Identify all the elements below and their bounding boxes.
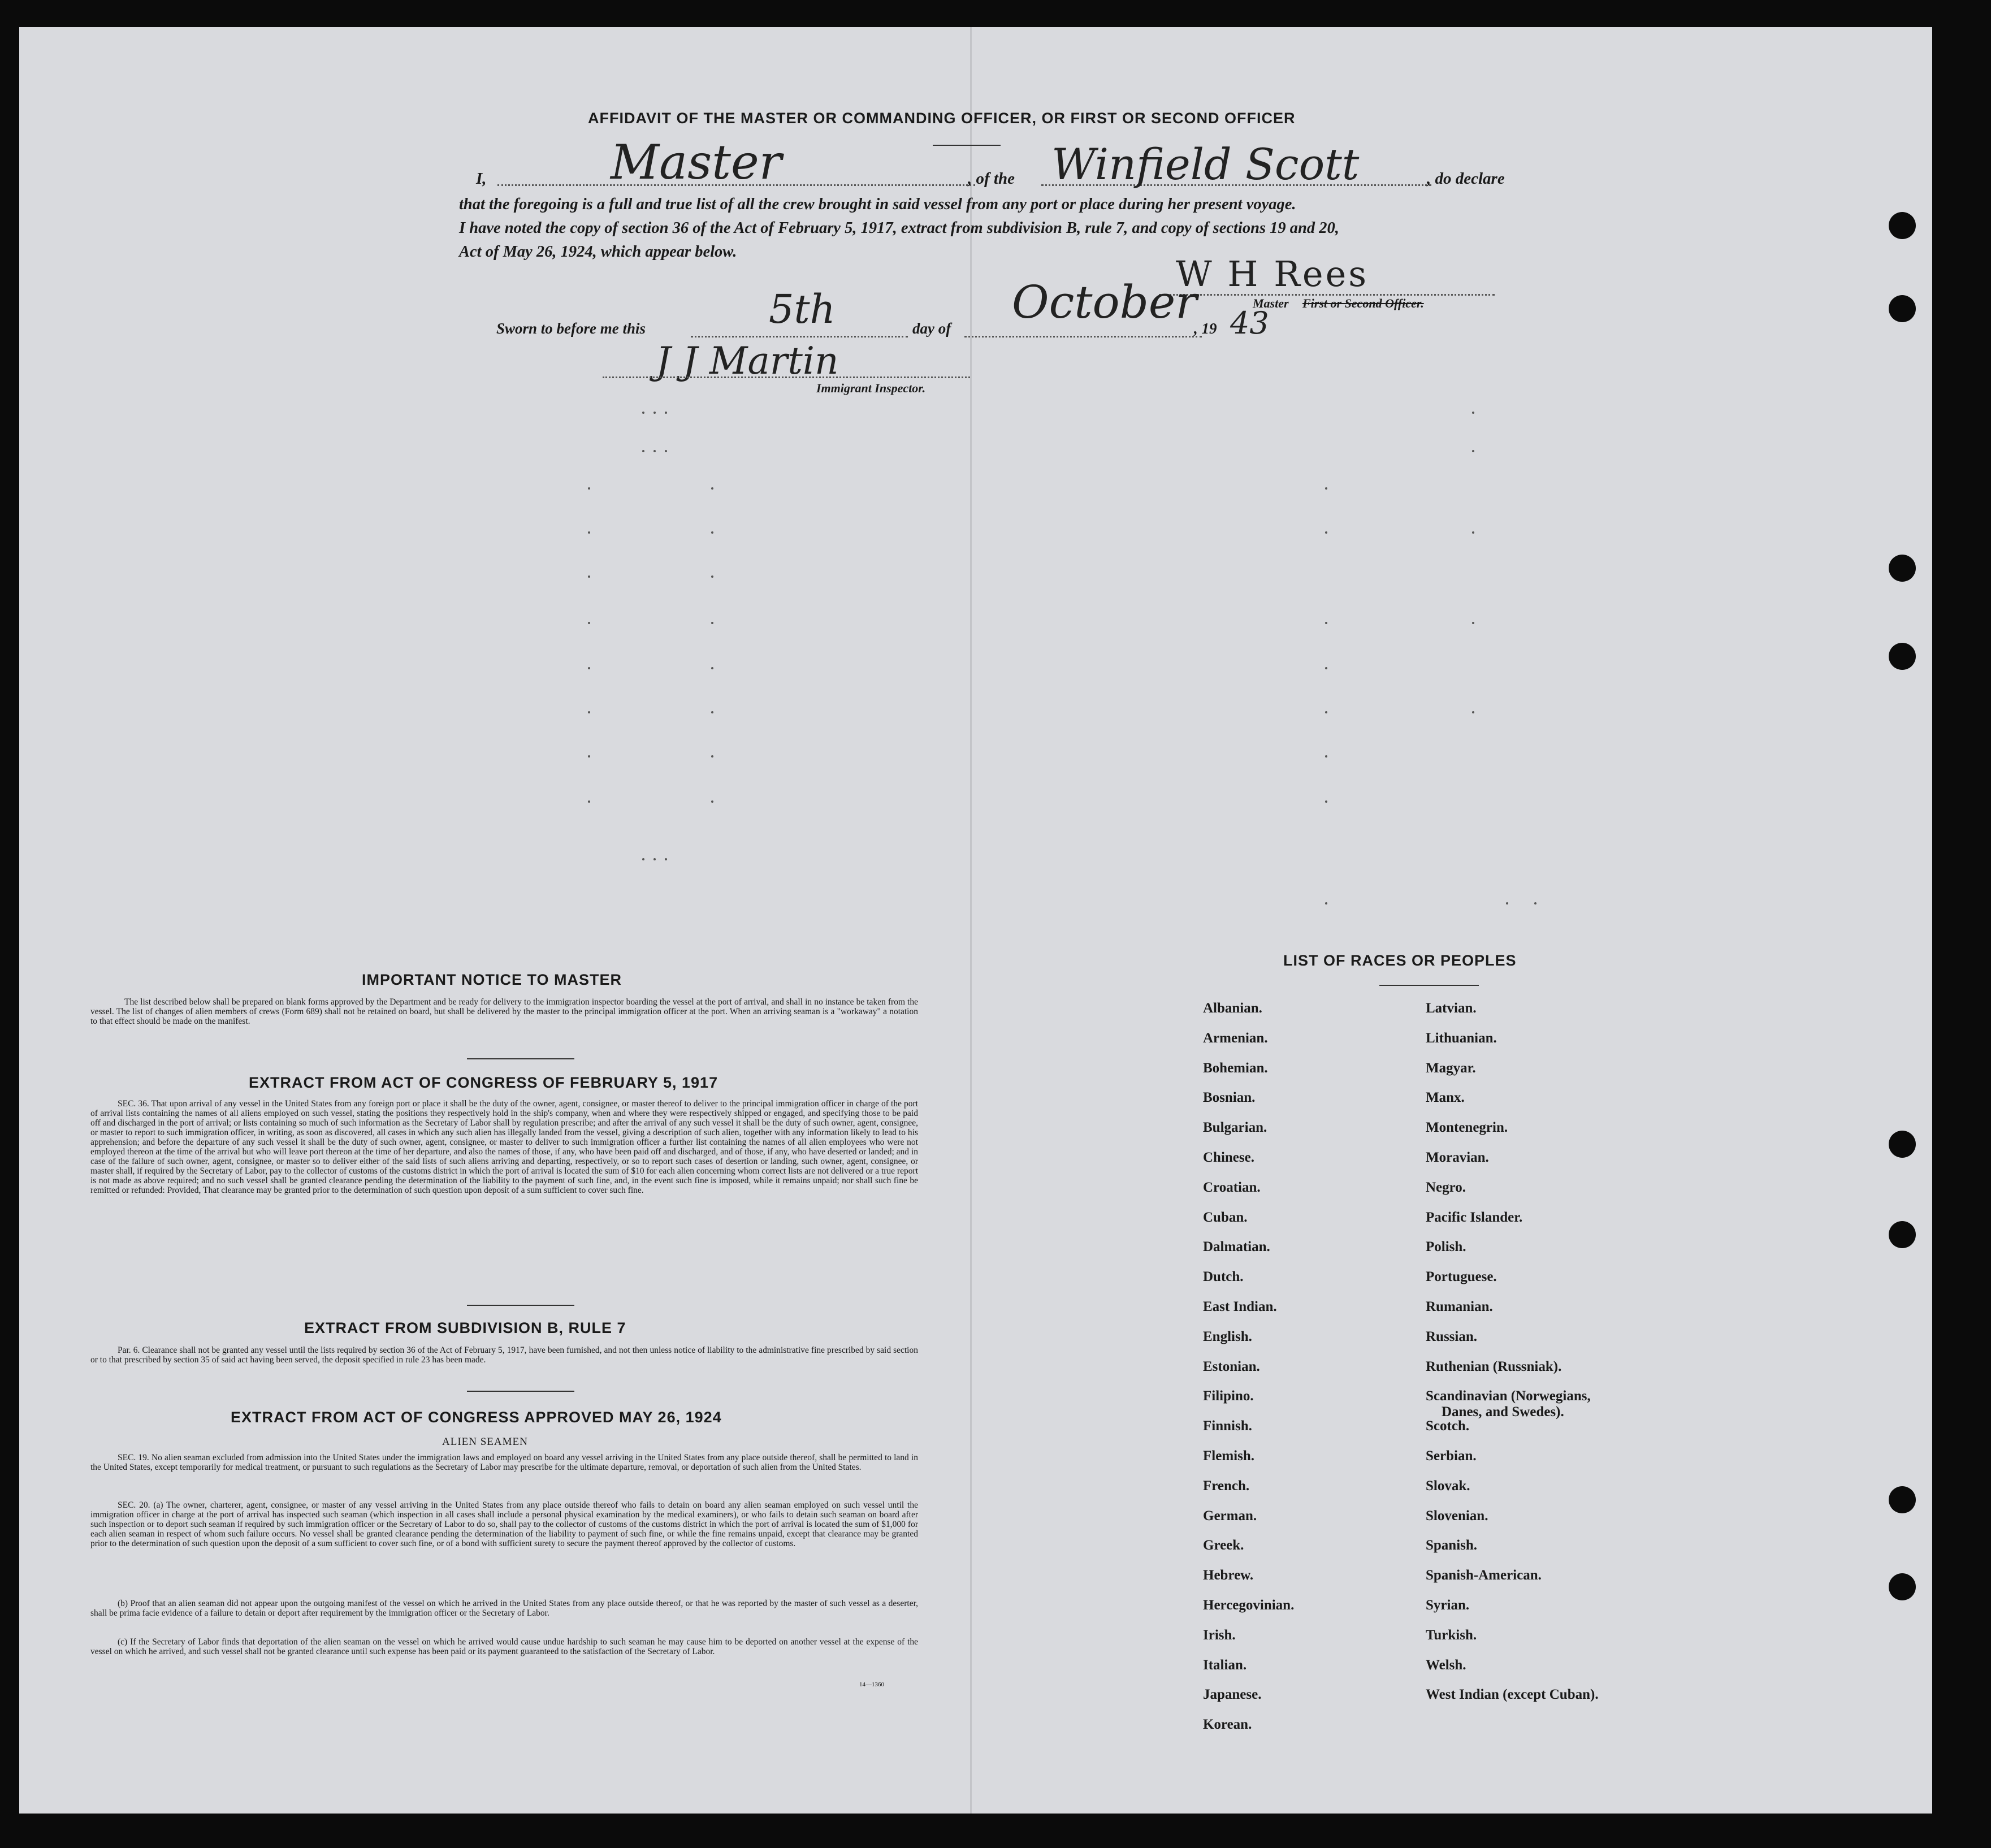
of-the-label: , of the: [968, 170, 1015, 188]
affidavit-line3: I have noted the copy of section 36 of the Act of February 5, 1917, extract from subdivision B, rule 7, and copy of sections 19 and 20,: [459, 219, 1339, 237]
divider: [467, 1391, 574, 1392]
inspector-signature: J J Martin: [656, 339, 839, 383]
race-item: Scotch.: [1426, 1418, 1470, 1434]
race-item: Italian.: [1203, 1657, 1247, 1673]
vessel-handwritten: Winfield Scott: [1051, 139, 1360, 189]
race-item: Irish.: [1203, 1627, 1236, 1643]
binder-hole: [1889, 1573, 1916, 1600]
race-item: Ruthenian (Russniak).: [1426, 1358, 1562, 1374]
race-item: Turkish.: [1426, 1627, 1477, 1643]
binder-hole: [1889, 643, 1916, 670]
sec20c: (c) If the Secretary of Labor finds that deportation of the alien seaman on the vessel on which he arrived would cause undue hardship to such seaman he may cause him to be deported on another vessel at the expense of the vessel on which he arrived, and such vessel shall not be granted clearance until such expense has been paid or its payment guaranteed to the satisfaction of the Secretary of Labor.: [90, 1637, 918, 1656]
race-item: Rumanian.: [1426, 1299, 1493, 1314]
race-item: Bohemian.: [1203, 1060, 1268, 1076]
binder-hole: [1889, 555, 1916, 582]
race-item: Negro.: [1426, 1179, 1466, 1195]
race-item: German.: [1203, 1508, 1257, 1524]
race-item: Pacific Islander.: [1426, 1209, 1523, 1225]
month-handwritten: October: [1012, 276, 1197, 328]
binder-hole: [1889, 1221, 1916, 1248]
race-item: Chinese.: [1203, 1150, 1254, 1165]
race-item: East Indian.: [1203, 1299, 1277, 1314]
divider: [1379, 985, 1479, 986]
race-item: Hebrew.: [1203, 1568, 1254, 1583]
race-item: Finnish.: [1203, 1418, 1252, 1434]
race-item: Albanian.: [1203, 1001, 1262, 1016]
year-handwritten: 43: [1230, 305, 1269, 341]
race-item: English.: [1203, 1328, 1252, 1344]
binder-hole: [1889, 1486, 1916, 1513]
race-item: French.: [1203, 1478, 1250, 1494]
notice-body: The list described below shall be prepared on blank forms approved by the Department and be ready for delivery to the immigration inspector boarding the vessel at the port of arrival, and shall in no instance be taken from the vessel. The list of changes of alien members of crews (Form 689) shall not be retained on board, but shall be delivered by the master to the principal immigration officer at the port. When an arriving seaman is a "workaway" a notation to that effect should be made on the manifest.: [90, 997, 918, 1026]
race-item: Lithuanian.: [1426, 1030, 1497, 1046]
race-item: Filipino.: [1203, 1388, 1254, 1404]
form-number: 14—1360: [859, 1681, 884, 1688]
races-title: LIST OF RACES OR PEOPLES: [1283, 952, 1517, 969]
race-item: Bosnian.: [1203, 1090, 1256, 1106]
signature-line: [1159, 294, 1495, 296]
race-item: Welsh.: [1426, 1657, 1466, 1673]
master-handwritten: Master: [611, 135, 782, 190]
race-item: Serbian.: [1426, 1448, 1477, 1464]
race-item: Cuban.: [1203, 1209, 1248, 1225]
inspector-line: [603, 376, 970, 378]
title-rule: [933, 145, 1001, 146]
sworn-label: Sworn to before me this: [496, 320, 646, 337]
extract-rule7-title: EXTRACT FROM SUBDIVISION B, RULE 7: [304, 1319, 626, 1336]
month-line: [964, 336, 1202, 337]
binder-hole: [1889, 212, 1916, 239]
race-item: Dutch.: [1203, 1269, 1244, 1285]
race-item: Moravian.: [1426, 1150, 1489, 1165]
extract-1924-title: EXTRACT FROM ACT OF CONGRESS APPROVED MAY 26, 1924: [231, 1409, 722, 1426]
race-item: Spanish.: [1426, 1538, 1478, 1553]
race-item: Bulgarian.: [1203, 1120, 1267, 1136]
page-fold: [970, 27, 972, 1814]
race-item: Croatian.: [1203, 1179, 1261, 1195]
officer-caption-struck: First or Second Officer.: [1302, 296, 1424, 310]
race-item: Scandinavian (Norwegians,: [1426, 1388, 1591, 1404]
race-item: Estonian.: [1203, 1358, 1260, 1374]
race-item: Russian.: [1426, 1328, 1478, 1344]
race-item: Manx.: [1426, 1090, 1465, 1106]
race-item: Syrian.: [1426, 1598, 1470, 1613]
race-item: Magyar.: [1426, 1060, 1476, 1076]
year-prefix: , 19: [1194, 320, 1217, 337]
sec19: SEC. 19. No alien seaman excluded from admission into the United States under the immigration laws and employed on board any vessel arriving in the United States from any place outside thereof, shall be permitted to land in the United States, except temporarily for medical treatment, or pursuant to such regulations as the Secretary of Labor may prescribe for the ultimate departure, removal, or deportation of such alien from the United States.: [90, 1453, 918, 1472]
master-signature: W H Rees: [1176, 253, 1369, 295]
day-handwritten: 5th: [769, 286, 836, 332]
extract-1917-body: SEC. 36. That upon arrival of any vessel in the United States from any foreign port or place it shall be the duty of the owner, agent, consignee, or master thereof to deliver to the principal immigration officer in charge of the port of arrival lists containing the names of all aliens employed on such vessel, stating the positions they respectively hold in the ship's company, when and where they were respectively shipped or engaged, and specifying those to be paid off and discharged in the port of arrival; or lists containing so much of such information as the Secretary of Labor shall by regulation prescribe; and after the arrival of any such vessel it shall be the duty of such owner, agent, consignee, or master to report to such immigration officer, in writing, as soon as discovered, all cases in which any such alien has illegally landed from the vessel, giving a description of such alien, together with any information likely to lead to his apprehension; and before the departure of any such vessel it shall be the duty of such owner, agent, consignee, or master to deliver to such immigration officer a further list containing the names of all alien employees who were not employed thereon at the time of the arrival but who will leave port thereon at the time of her departure, and also the names of those, if any, who have been paid off and discharged, and of those, if any, who have deserted or landed; and in case of the failure of such owner, agent, consignee, or master so to deliver either of the said lists of such aliens arriving and departing, respectively, or so to report such cases of desertion or landing, such owner, agent, consignee, or master shall, if required by the Secretary of Labor, pay to the collector of customs of the customs district in which the port of arrival is located the sum of $10 for each alien concerning whom correct lists are not delivered or a true report is not made as above required; and no such vessel shall be granted clearance pending the determination of the liability to the payment of such fine, and, in the event such fine is imposed, while it remains unpaid; nor shall such fine be remitted or refunded: Provided, That clearance may be granted prior to the determination of such question upon deposit of a sum sufficient to cover such fine.: [90, 1099, 918, 1195]
extract-1924-subtitle: ALIEN SEAMEN: [442, 1436, 528, 1448]
race-item: Greek.: [1203, 1538, 1244, 1553]
day-of-label: day of: [912, 320, 951, 337]
divider: [467, 1305, 574, 1306]
race-item: Portuguese.: [1426, 1269, 1497, 1285]
affidavit-i: I,: [476, 170, 487, 188]
race-item: Dalmatian.: [1203, 1239, 1270, 1255]
affidavit-line4: Act of May 26, 1924, which appear below.: [459, 243, 737, 261]
race-item: Flemish.: [1203, 1448, 1254, 1464]
race-item: Korean.: [1203, 1717, 1252, 1733]
race-item: West Indian (except Cuban).: [1426, 1687, 1599, 1703]
race-item: Hercegovinian.: [1203, 1598, 1295, 1613]
officer-caption-master: Master: [1253, 296, 1289, 310]
day-line: [691, 336, 908, 337]
extract-1917-title: EXTRACT FROM ACT OF CONGRESS OF FEBRUARY 5, 1917: [249, 1074, 719, 1091]
divider: [467, 1058, 574, 1059]
race-item: Armenian.: [1203, 1030, 1268, 1046]
notice-title: IMPORTANT NOTICE TO MASTER: [362, 971, 622, 988]
race-item: Montenegrin.: [1426, 1120, 1508, 1136]
race-item: Slovenian.: [1426, 1508, 1488, 1524]
race-item: Latvian.: [1426, 1001, 1477, 1016]
race-item: Japanese.: [1203, 1687, 1262, 1703]
race-item: Slovak.: [1426, 1478, 1470, 1494]
do-declare-label: , do declare: [1427, 170, 1505, 188]
binder-hole: [1889, 1131, 1916, 1158]
sec20b: (b) Proof that an alien seaman did not appear upon the outgoing manifest of the vessel on which he arrived in the United States from any place outside thereof, or that he was reported by the master of such vessel as a deserter, shall be prima facie evidence of a failure to detain or deport after requirement by the immigration officer or the Secretary of Labor.: [90, 1599, 918, 1618]
sec20a: SEC. 20. (a) The owner, charterer, agent, consignee, or master of any vessel arriving in the United States from any place outside thereof who fails to detain on board any alien seaman employed on such vessel until the immigration officer in charge at the port of arrival has inspected such seaman (which inspection in all cases shall include a personal physical examination by the medical examiners), or who fails to detain such seaman on board after such inspection or to deport such seaman if required by such immigration officer or the Secretary of Labor to do so, shall pay to the collector of customs of the customs district in which the port of arrival is located the sum of $1,000 for each alien seaman in respect of whom such failure occurs. No vessel shall be granted clearance pending the determination of the liability to payment of such fine, or while the fine remains unpaid, except that clearance may be granted prior to the determination of such question upon the deposit of a sum sufficient to cover such fine, or of a bond with sufficient surety to secure the payment thereof approved by the collector of customs.: [90, 1500, 918, 1548]
race-item: Danes, and Swedes).: [1442, 1404, 1564, 1420]
affidavit-line2: that the foregoing is a full and true list of all the crew brought in said vessel from any port or place during her present voyage.: [459, 196, 1296, 213]
extract-rule7-body: Par. 6. Clearance shall not be granted any vessel until the lists required by section 36 of the Act of February 5, 1917, have been furnished, and not then unless notice of liability to the administrative fine prescribed by said section or to that prescribed by section 35 of said act having been served, the deposit specified in rule 23 has been made.: [90, 1345, 918, 1365]
binder-hole: [1889, 295, 1916, 322]
inspector-caption: Immigrant Inspector.: [816, 381, 926, 395]
race-item: Polish.: [1426, 1239, 1466, 1255]
affidavit-title: AFFIDAVIT OF THE MASTER OR COMMANDING OFFICER, OR FIRST OR SECOND OFFICER: [588, 110, 1296, 127]
race-item: Spanish-American.: [1426, 1568, 1542, 1583]
